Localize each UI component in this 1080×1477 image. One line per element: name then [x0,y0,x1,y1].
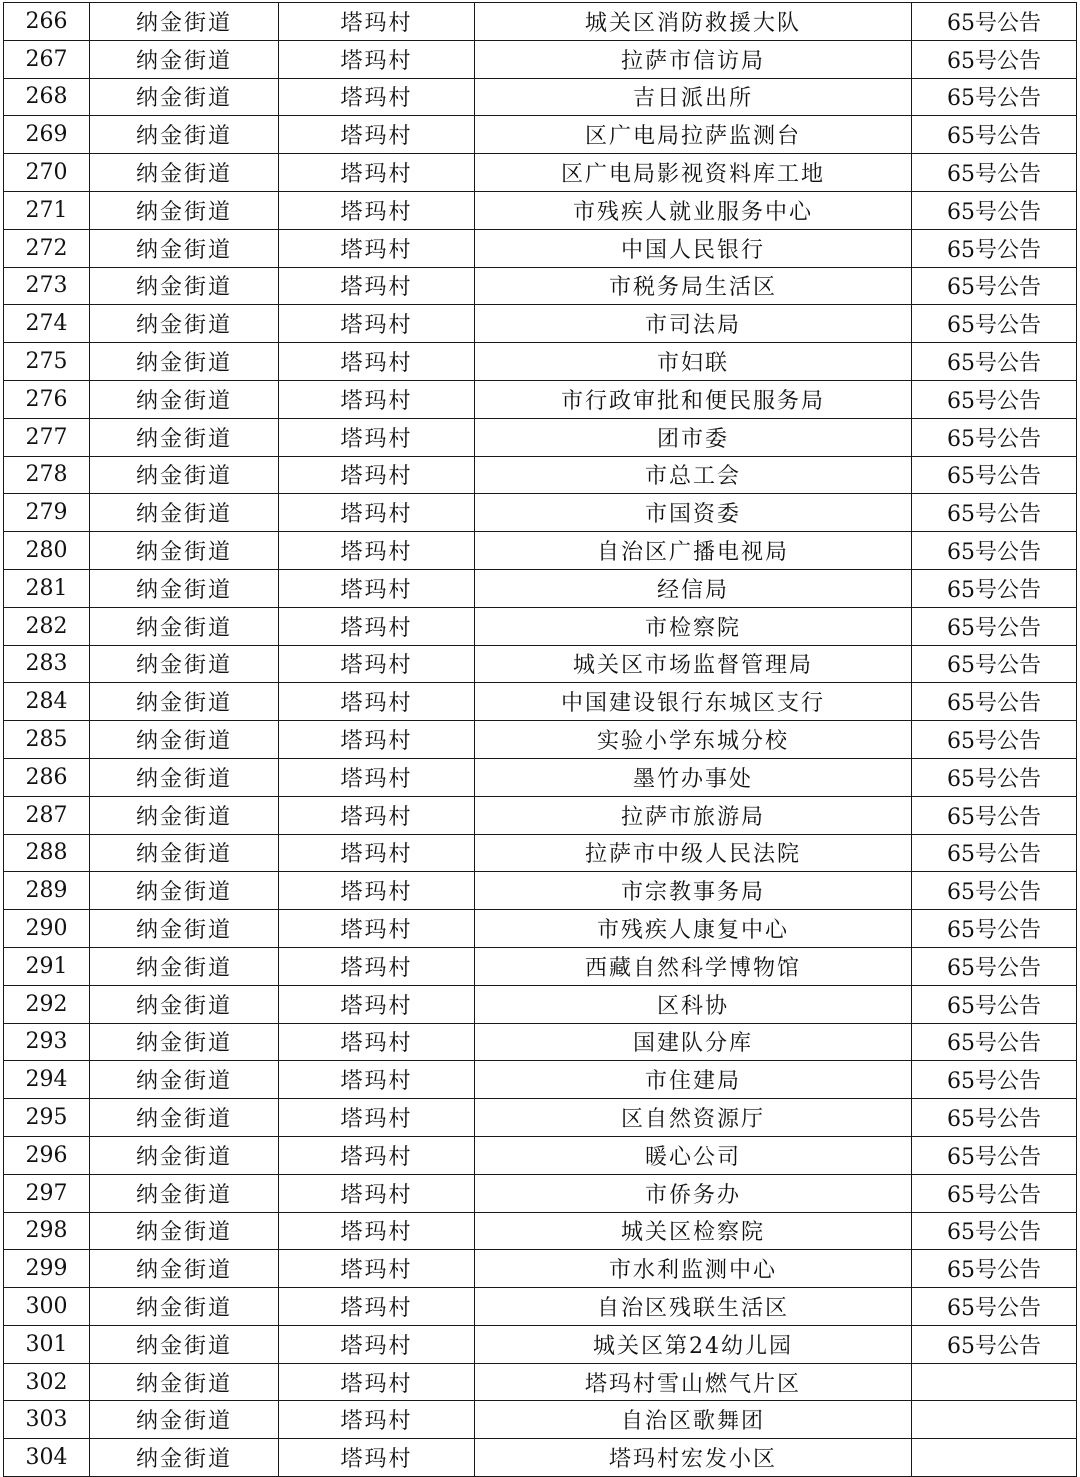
notice-cell: 65号公告 [912,796,1077,834]
notice-cell: 65号公告 [912,1212,1077,1250]
village-cell: 塔玛村 [279,191,475,229]
village-cell: 塔玛村 [279,1363,475,1401]
row-number-cell: 285 [4,721,90,759]
village-cell: 塔玛村 [279,343,475,381]
unit-name-cell: 西藏自然科学博物馆 [475,947,912,985]
notice-cell: 65号公告 [912,645,1077,683]
street-cell: 纳金街道 [90,1288,279,1326]
notice-cell: 65号公告 [912,834,1077,872]
village-cell: 塔玛村 [279,910,475,948]
notice-cell: 65号公告 [912,3,1077,41]
village-cell: 塔玛村 [279,1325,475,1363]
notice-cell [912,1363,1077,1401]
street-cell: 纳金街道 [90,872,279,910]
village-cell: 塔玛村 [279,947,475,985]
unit-name-cell: 经信局 [475,569,912,607]
unit-name-cell: 市水利监测中心 [475,1250,912,1288]
street-cell: 纳金街道 [90,607,279,645]
table-row [4,1401,1077,1439]
row-number-cell: 284 [4,683,90,721]
street-cell: 纳金街道 [90,834,279,872]
street-cell: 纳金街道 [90,78,279,116]
village-cell: 塔玛村 [279,1061,475,1099]
unit-name-cell: 自治区广播电视局 [475,532,912,570]
row-number-cell: 282 [4,607,90,645]
village-cell: 塔玛村 [279,1401,475,1439]
notice-cell: 65号公告 [912,456,1077,494]
unit-name-cell: 市残疾人就业服务中心 [475,191,912,229]
notice-cell: 65号公告 [912,569,1077,607]
notice-cell [912,1401,1077,1439]
unit-name-cell: 区广电局影视资料库工地 [475,154,912,192]
unit-name-cell: 市妇联 [475,343,912,381]
unit-name-cell: 中国人民银行 [475,229,912,267]
table-row [4,985,1077,1023]
notice-cell: 65号公告 [912,758,1077,796]
notice-cell: 65号公告 [912,78,1077,116]
row-number-cell: 294 [4,1061,90,1099]
table-row [4,418,1077,456]
row-number-cell: 292 [4,985,90,1023]
street-cell: 纳金街道 [90,456,279,494]
table-body [4,3,1077,1477]
row-number-cell: 291 [4,947,90,985]
row-number-cell: 283 [4,645,90,683]
row-number-cell: 296 [4,1136,90,1174]
notice-cell [912,1439,1077,1477]
row-number-cell: 287 [4,796,90,834]
table-row [4,40,1077,78]
street-cell: 纳金街道 [90,1174,279,1212]
row-number-cell: 277 [4,418,90,456]
village-cell: 塔玛村 [279,418,475,456]
table-row [4,343,1077,381]
row-number-cell: 269 [4,116,90,154]
notice-cell: 65号公告 [912,191,1077,229]
street-cell: 纳金街道 [90,1250,279,1288]
row-number-cell: 273 [4,267,90,305]
unit-name-cell: 市侨务办 [475,1174,912,1212]
village-cell: 塔玛村 [279,1136,475,1174]
village-cell: 塔玛村 [279,569,475,607]
village-cell: 塔玛村 [279,1250,475,1288]
notice-cell: 65号公告 [912,947,1077,985]
street-cell: 纳金街道 [90,343,279,381]
row-number-cell: 303 [4,1401,90,1439]
unit-name-cell: 国建队分库 [475,1023,912,1061]
row-number-cell: 270 [4,154,90,192]
row-number-cell: 280 [4,532,90,570]
street-cell: 纳金街道 [90,569,279,607]
table-row [4,1250,1077,1288]
row-number-cell: 293 [4,1023,90,1061]
street-cell: 纳金街道 [90,267,279,305]
street-cell: 纳金街道 [90,1401,279,1439]
street-cell: 纳金街道 [90,758,279,796]
village-cell: 塔玛村 [279,796,475,834]
table-row [4,1439,1077,1477]
table-row [4,229,1077,267]
village-cell: 塔玛村 [279,1439,475,1477]
notice-cell: 65号公告 [912,721,1077,759]
street-cell: 纳金街道 [90,532,279,570]
unit-name-cell: 拉萨市旅游局 [475,796,912,834]
unit-name-cell: 市国资委 [475,494,912,532]
table-row [4,758,1077,796]
notice-cell: 65号公告 [912,1136,1077,1174]
row-number-cell: 272 [4,229,90,267]
village-cell: 塔玛村 [279,40,475,78]
notice-cell: 65号公告 [912,116,1077,154]
unit-name-cell: 城关区消防救援大队 [475,3,912,41]
village-cell: 塔玛村 [279,1174,475,1212]
table-row [4,796,1077,834]
village-cell: 塔玛村 [279,116,475,154]
village-cell: 塔玛村 [279,721,475,759]
table-row [4,305,1077,343]
table-row [4,910,1077,948]
street-cell: 纳金街道 [90,796,279,834]
street-cell: 纳金街道 [90,116,279,154]
unit-name-cell: 区广电局拉萨监测台 [475,116,912,154]
row-number-cell: 278 [4,456,90,494]
notice-cell: 65号公告 [912,229,1077,267]
street-cell: 纳金街道 [90,721,279,759]
row-number-cell: 289 [4,872,90,910]
village-cell: 塔玛村 [279,1099,475,1137]
street-cell: 纳金街道 [90,1212,279,1250]
table-row [4,532,1077,570]
notice-cell: 65号公告 [912,267,1077,305]
street-cell: 纳金街道 [90,1136,279,1174]
row-number-cell: 266 [4,3,90,41]
unit-name-cell: 市行政审批和便民服务局 [475,380,912,418]
village-cell: 塔玛村 [279,456,475,494]
unit-name-cell: 市税务局生活区 [475,267,912,305]
table-row [4,1288,1077,1326]
notice-cell: 65号公告 [912,910,1077,948]
village-cell: 塔玛村 [279,1212,475,1250]
street-cell: 纳金街道 [90,154,279,192]
street-cell: 纳金街道 [90,1325,279,1363]
notice-cell: 65号公告 [912,305,1077,343]
notice-cell: 65号公告 [912,418,1077,456]
notice-cell: 65号公告 [912,494,1077,532]
street-cell: 纳金街道 [90,1439,279,1477]
unit-name-cell: 区自然资源厅 [475,1099,912,1137]
unit-name-cell: 拉萨市中级人民法院 [475,834,912,872]
table-row [4,1099,1077,1137]
village-cell: 塔玛村 [279,872,475,910]
street-cell: 纳金街道 [90,305,279,343]
notice-cell: 65号公告 [912,683,1077,721]
street-cell: 纳金街道 [90,229,279,267]
row-number-cell: 300 [4,1288,90,1326]
notice-cell: 65号公告 [912,607,1077,645]
unit-name-cell: 墨竹办事处 [475,758,912,796]
unit-name-cell: 市残疾人康复中心 [475,910,912,948]
row-number-cell: 299 [4,1250,90,1288]
street-cell: 纳金街道 [90,418,279,456]
notice-cell: 65号公告 [912,40,1077,78]
table-row [4,154,1077,192]
village-cell: 塔玛村 [279,758,475,796]
table-row [4,645,1077,683]
table-row [4,456,1077,494]
unit-name-cell: 市司法局 [475,305,912,343]
unit-name-cell: 自治区残联生活区 [475,1288,912,1326]
unit-name-cell: 城关区第24幼儿园 [475,1325,912,1363]
unit-name-cell: 吉日派出所 [475,78,912,116]
notice-cell: 65号公告 [912,532,1077,570]
table-row [4,569,1077,607]
row-number-cell: 297 [4,1174,90,1212]
row-number-cell: 274 [4,305,90,343]
street-cell: 纳金街道 [90,645,279,683]
row-number-cell: 288 [4,834,90,872]
table-row [4,116,1077,154]
notice-cell: 65号公告 [912,380,1077,418]
notice-cell: 65号公告 [912,1325,1077,1363]
unit-name-cell: 城关区市场监督管理局 [475,645,912,683]
village-cell: 塔玛村 [279,607,475,645]
street-cell: 纳金街道 [90,1061,279,1099]
street-cell: 纳金街道 [90,3,279,41]
table-row [4,721,1077,759]
notice-cell: 65号公告 [912,1099,1077,1137]
table-row [4,191,1077,229]
unit-name-cell: 市检察院 [475,607,912,645]
table-row [4,1061,1077,1099]
street-cell: 纳金街道 [90,985,279,1023]
unit-name-cell: 中国建设银行东城区支行 [475,683,912,721]
row-number-cell: 290 [4,910,90,948]
table-row [4,947,1077,985]
notice-cell: 65号公告 [912,1023,1077,1061]
unit-name-cell: 城关区检察院 [475,1212,912,1250]
unit-name-cell: 市宗教事务局 [475,872,912,910]
village-cell: 塔玛村 [279,154,475,192]
street-cell: 纳金街道 [90,1363,279,1401]
table-row [4,267,1077,305]
street-cell: 纳金街道 [90,1023,279,1061]
table-row [4,1023,1077,1061]
village-cell: 塔玛村 [279,1288,475,1326]
row-number-cell: 267 [4,40,90,78]
village-cell: 塔玛村 [279,834,475,872]
table-row [4,1212,1077,1250]
unit-name-cell: 区科协 [475,985,912,1023]
notice-cell: 65号公告 [912,1250,1077,1288]
table-row [4,834,1077,872]
unit-name-cell: 市总工会 [475,456,912,494]
village-cell: 塔玛村 [279,494,475,532]
row-number-cell: 275 [4,343,90,381]
row-number-cell: 298 [4,1212,90,1250]
table-row [4,3,1077,41]
notice-cell: 65号公告 [912,1288,1077,1326]
table-row [4,607,1077,645]
street-cell: 纳金街道 [90,910,279,948]
street-cell: 纳金街道 [90,494,279,532]
unit-name-cell: 塔玛村雪山燃气片区 [475,1363,912,1401]
village-cell: 塔玛村 [279,267,475,305]
village-cell: 塔玛村 [279,78,475,116]
street-cell: 纳金街道 [90,40,279,78]
unit-name-cell: 自治区歌舞团 [475,1401,912,1439]
street-cell: 纳金街道 [90,947,279,985]
village-cell: 塔玛村 [279,3,475,41]
table-row [4,494,1077,532]
row-number-cell: 304 [4,1439,90,1477]
table-row [4,1174,1077,1212]
village-cell: 塔玛村 [279,380,475,418]
row-number-cell: 301 [4,1325,90,1363]
village-cell: 塔玛村 [279,229,475,267]
notice-cell: 65号公告 [912,154,1077,192]
row-number-cell: 295 [4,1099,90,1137]
notice-cell: 65号公告 [912,985,1077,1023]
table-row [4,1136,1077,1174]
village-cell: 塔玛村 [279,1023,475,1061]
table-row [4,380,1077,418]
village-cell: 塔玛村 [279,532,475,570]
unit-name-cell: 团市委 [475,418,912,456]
row-number-cell: 286 [4,758,90,796]
notice-cell: 65号公告 [912,1174,1077,1212]
row-number-cell: 279 [4,494,90,532]
table-row [4,683,1077,721]
row-number-cell: 281 [4,569,90,607]
street-cell: 纳金街道 [90,191,279,229]
row-number-cell: 276 [4,380,90,418]
area-list-table [3,2,1077,1477]
notice-cell: 65号公告 [912,872,1077,910]
unit-name-cell: 拉萨市信访局 [475,40,912,78]
street-cell: 纳金街道 [90,683,279,721]
village-cell: 塔玛村 [279,645,475,683]
village-cell: 塔玛村 [279,305,475,343]
row-number-cell: 268 [4,78,90,116]
table-row [4,78,1077,116]
village-cell: 塔玛村 [279,683,475,721]
table-row [4,872,1077,910]
notice-cell: 65号公告 [912,343,1077,381]
unit-name-cell: 市住建局 [475,1061,912,1099]
unit-name-cell: 实验小学东城分校 [475,721,912,759]
unit-name-cell: 塔玛村宏发小区 [475,1439,912,1477]
street-cell: 纳金街道 [90,1099,279,1137]
unit-name-cell: 暖心公司 [475,1136,912,1174]
row-number-cell: 302 [4,1363,90,1401]
row-number-cell: 271 [4,191,90,229]
table-row [4,1363,1077,1401]
village-cell: 塔玛村 [279,985,475,1023]
notice-cell: 65号公告 [912,1061,1077,1099]
table-row [4,1325,1077,1363]
street-cell: 纳金街道 [90,380,279,418]
